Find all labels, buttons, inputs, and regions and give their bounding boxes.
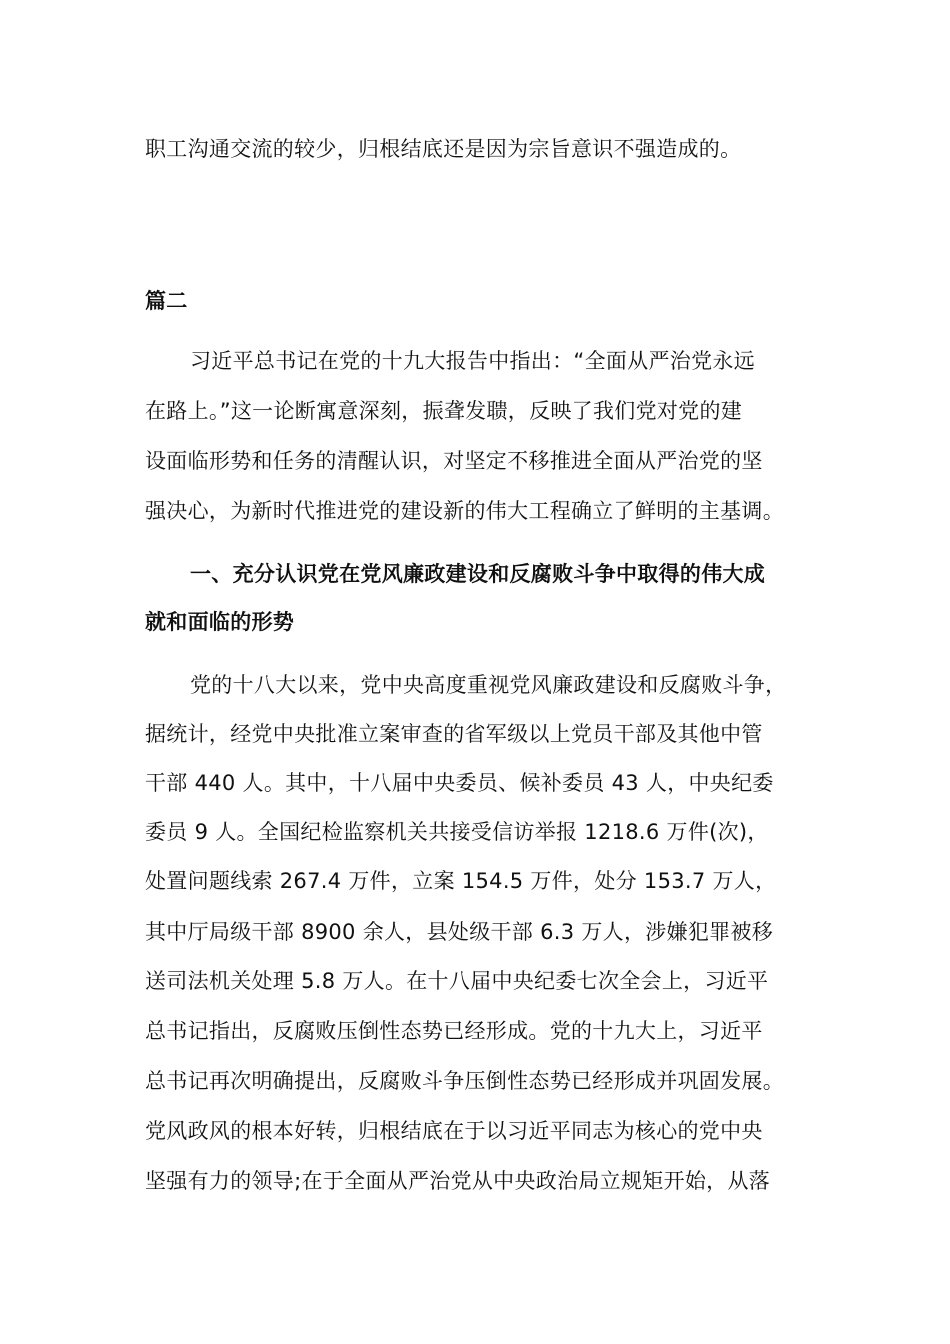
body-line: 据统计，经党中央批准立案审查的省军级以上党员干部及其他中管	[145, 722, 763, 746]
body-line: 处置问题线索 267.4 万件，立案 154.5 万件，处分 153.7 万人，	[145, 869, 777, 893]
section-title: 篇二	[145, 289, 188, 313]
intro-line: 设面临形势和任务的清醒认识，对坚定不移推进全面从严治党的坚	[145, 449, 763, 473]
heading-line: 就和面临的形势	[145, 610, 295, 634]
body-line: 党风政风的根本好转，归根结底在于以习近平同志为核心的党中央	[145, 1119, 763, 1143]
intro-line: 在路上。”这一论断寓意深刻，振聋发聩，反映了我们党对党的建	[145, 399, 743, 423]
intro-line: 强决心，为新时代推进党的建设新的伟大工程确立了鲜明的主基调。	[145, 499, 784, 523]
body-line: 党的十八大以来，党中央高度重视党风廉政建设和反腐败斗争，	[190, 673, 787, 697]
body-line: 干部 440 人。其中，十八届中央委员、候补委员 43 人，中央纪委	[145, 771, 774, 795]
heading-line: 一、充分认识党在党风廉政建设和反腐败斗争中取得的伟大成	[190, 562, 766, 586]
body-line: 总书记指出，反腐败压倒性态势已经形成。党的十九大上，习近平	[145, 1019, 763, 1043]
body-line: 送司法机关处理 5.8 万人。在十八届中央纪委七次全会上，习近平	[145, 969, 769, 993]
body-line: 总书记再次明确提出，反腐败斗争压倒性态势已经形成并巩固发展。	[145, 1069, 784, 1093]
continuation-text: 职工沟通交流的较少，归根结底还是因为宗旨意识不强造成的。	[145, 137, 742, 161]
body-line: 委员 9 人。全国纪检监察机关共接受信访举报 1218.6 万件(次)，	[145, 820, 769, 844]
body-line: 坚强有力的领导;在于全面从严治党从中央政治局立规矩开始，从落	[145, 1169, 771, 1193]
body-line: 其中厅局级干部 8900 余人，县处级干部 6.3 万人，涉嫌犯罪被移	[145, 920, 774, 944]
intro-line: 习近平总书记在党的十九大报告中指出：“全面从严治党永远	[190, 349, 755, 373]
